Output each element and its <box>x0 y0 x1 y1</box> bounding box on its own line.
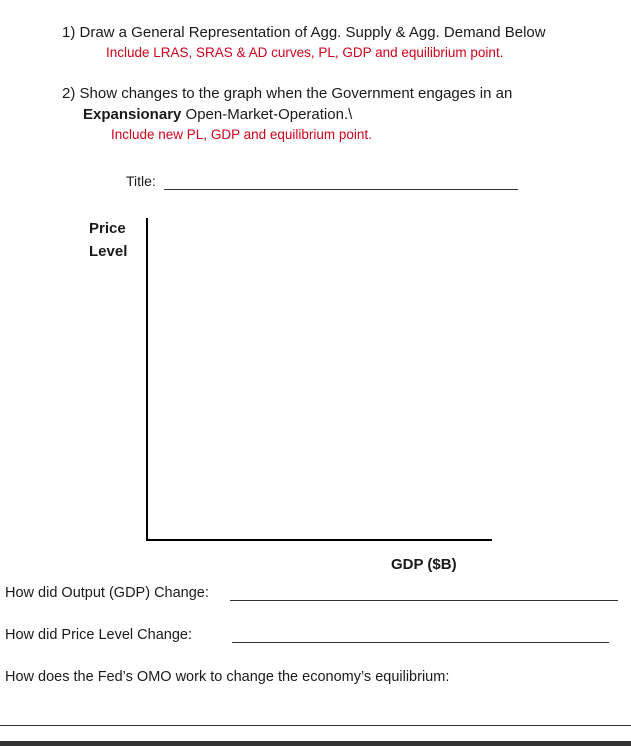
bottom-border <box>0 741 631 746</box>
price-change-answer-line[interactable] <box>232 642 609 643</box>
question-2-line-2 <box>83 106 352 123</box>
y-axis-label-level: Level <box>89 243 128 260</box>
expansionary-emphasis: Expansionary <box>83 106 182 123</box>
question-2-continuation: Open-Market-Operation.\ <box>181 106 353 123</box>
title-answer-line[interactable] <box>164 189 518 190</box>
output-change-question: How did Output (GDP) Change: <box>5 585 209 601</box>
x-axis <box>146 539 492 541</box>
fed-omo-answer-line[interactable] <box>0 725 631 726</box>
question-1-note: Include LRAS, SRAS & AD curves, PL, GDP and equilibrium point. <box>106 45 504 60</box>
fed-omo-question: How does the Fed’s OMO work to change the economy’s equilibrium: <box>5 669 450 685</box>
title-label: Title: <box>126 173 156 189</box>
question-2-text: 2) Show changes to the graph when the Government engages in an <box>62 85 513 102</box>
x-axis-label: GDP ($B) <box>391 556 457 573</box>
output-change-answer-line[interactable] <box>230 600 618 601</box>
price-change-question: How did Price Level Change: <box>5 627 192 643</box>
y-axis <box>146 218 148 541</box>
question-1-text: 1) Draw a General Representation of Agg. Supply & Agg. Demand Below <box>62 24 546 41</box>
y-axis-label-price: Price <box>89 220 126 237</box>
question-2-note: Include new PL, GDP and equilibrium point. <box>111 127 372 142</box>
